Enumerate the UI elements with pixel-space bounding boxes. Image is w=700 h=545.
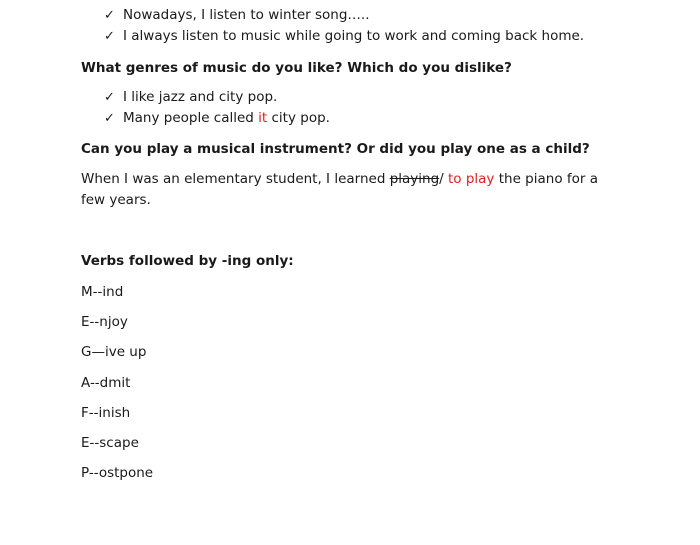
list-item-text: I like jazz and city pop. <box>123 89 278 105</box>
question-instrument: Can you play a musical instrument? Or did you play one as a child? <box>81 141 590 157</box>
verb-item: P--ostpone <box>81 465 154 481</box>
check-mark-icon: ✓ <box>104 111 115 126</box>
check-mark-icon: ✓ <box>104 90 115 105</box>
slash-separator: / <box>439 171 448 187</box>
verb-item: M--ind <box>81 284 124 300</box>
text-segment: When I was an elementary student, I learned <box>81 171 390 187</box>
correction-text: to play <box>448 171 495 187</box>
question-genres: What genres of music do you like? Which do you dislike? <box>81 60 512 76</box>
verbs-heading: Verbs followed by -ing only: <box>81 253 294 269</box>
list-item-text: I always listen to music while going to work and coming back home. <box>123 28 585 44</box>
check-mark-icon: ✓ <box>104 29 115 44</box>
correction-text: it <box>258 110 268 126</box>
verb-item: E--njoy <box>81 314 128 330</box>
text-segment: Many people called <box>123 110 259 126</box>
check-mark-icon: ✓ <box>104 8 115 23</box>
verb-item: A--dmit <box>81 375 131 391</box>
instrument-answer <box>81 169 621 211</box>
verb-item: F--inish <box>81 405 131 421</box>
verb-item: E--scape <box>81 435 139 451</box>
struck-word: playing <box>389 171 440 187</box>
list-item-text: Nowadays, I listen to winter song….. <box>123 7 370 23</box>
list-item-text <box>123 108 330 129</box>
text-segment: city pop. <box>267 110 330 126</box>
verb-item: G—ive up <box>81 344 147 360</box>
text-segment: the piano for a few years. <box>81 171 599 208</box>
